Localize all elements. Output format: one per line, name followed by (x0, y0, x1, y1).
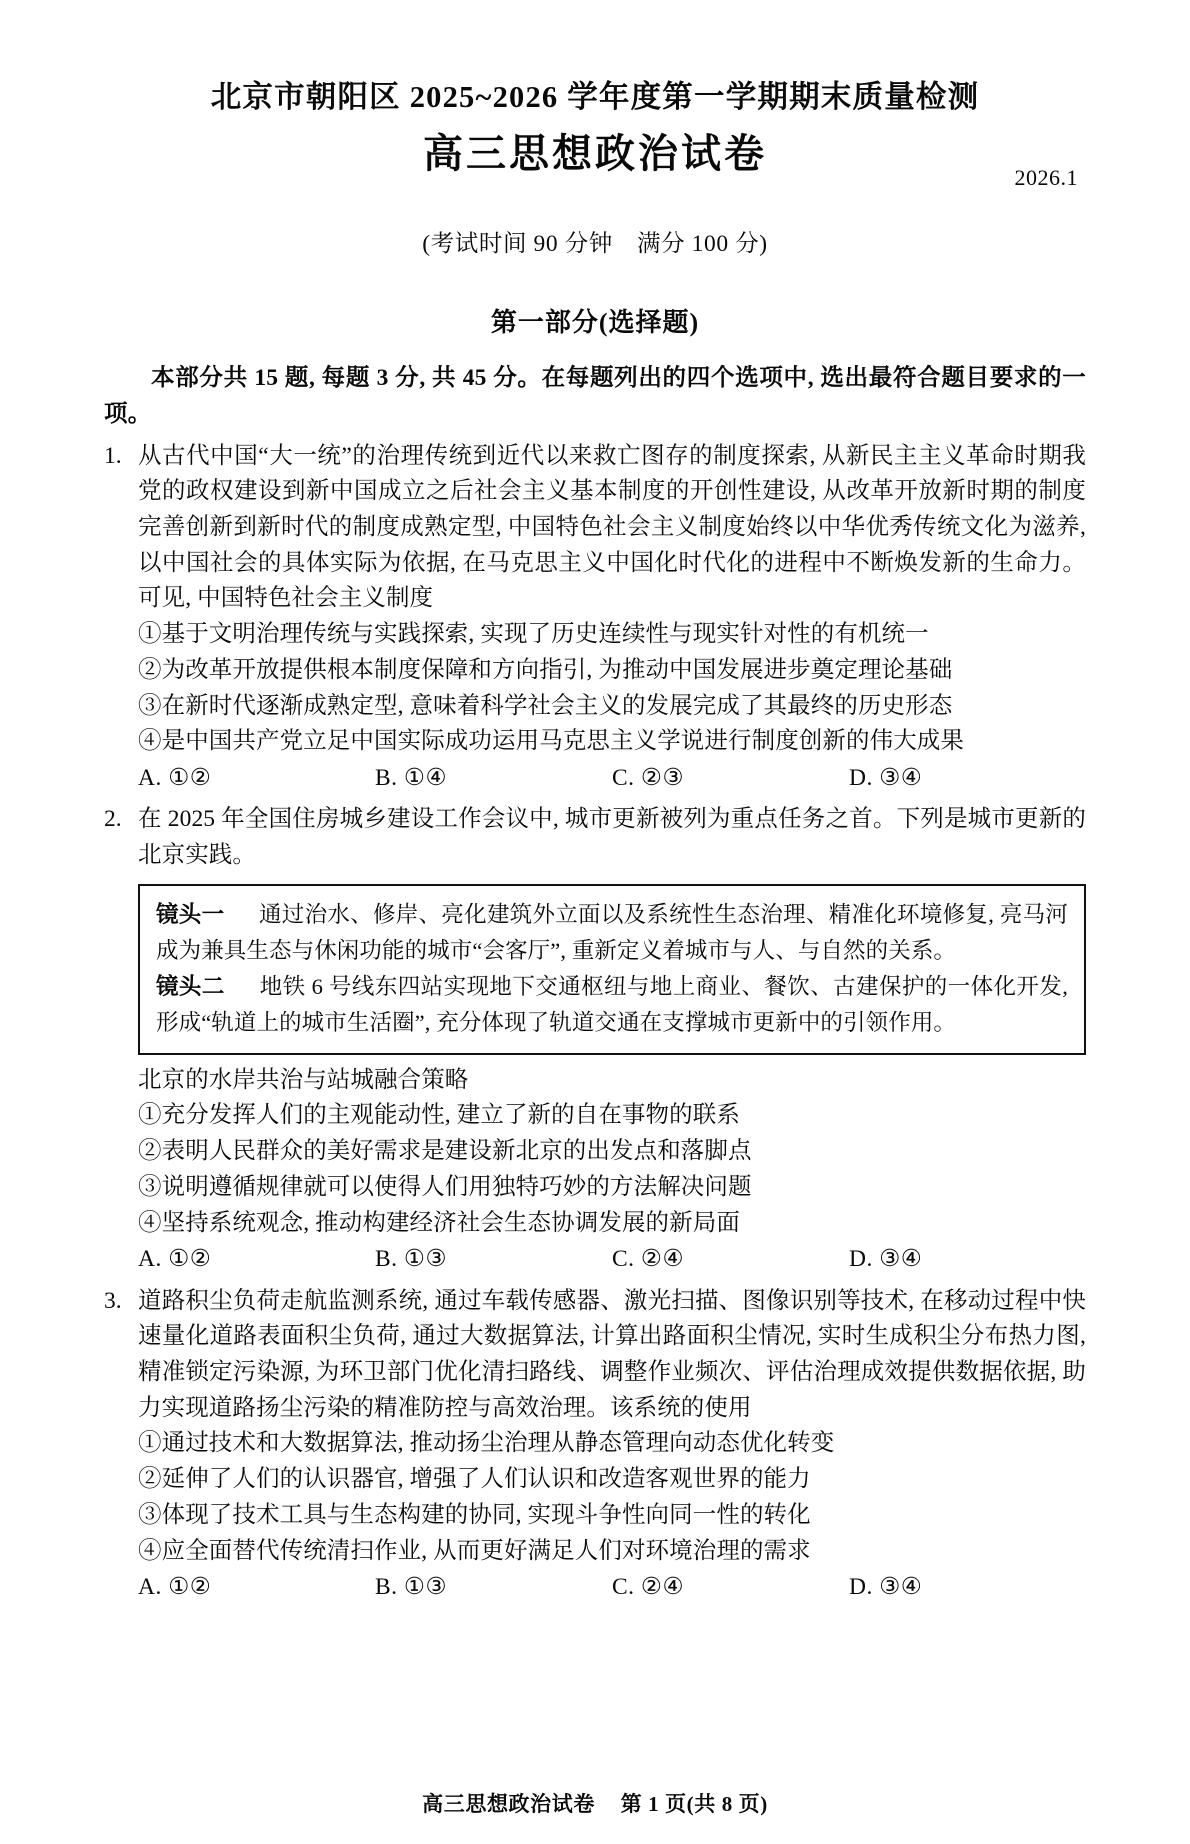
material-item-1 (156, 897, 1068, 969)
statement: ①基于文明治理传统与实践探索, 实现了历史连续性与现实针对性的有机统一 (138, 621, 929, 648)
choice-a[interactable]: A. ①② (138, 1574, 212, 1601)
question-2-body (138, 802, 1086, 1277)
footer-page-info: 第 1 页(共 8 页) (620, 1792, 768, 1816)
question-2 (104, 802, 1086, 1277)
question-2-choices (138, 1242, 1086, 1277)
statement: ③体现了技术工具与生态构建的协同, 实现斗争性向同一性的转化 (138, 1501, 811, 1528)
exam-date: 2026.1 (1014, 165, 1078, 191)
district-header: 北京市朝阳区 2025~2026 学年度第一学期期末质量检测 (210, 80, 980, 114)
statement: ③在新时代逐渐成熟定型, 意味着科学社会主义的发展完成了其最终的历史形态 (138, 692, 953, 719)
choice-a[interactable]: A. ①② (138, 1246, 212, 1273)
choice-a[interactable]: A. ①② (138, 765, 212, 792)
question-3 (104, 1284, 1086, 1606)
material-label: 镜头一 (156, 901, 225, 927)
material-text: 地铁 6 号线东四站实现地下交通枢纽与地上商业、餐饮、古建保护的一体化开发, 形成“轨道上的城市生活圈”, 充分体现了轨道交通在支撑城市更新中的引领作用。 (156, 973, 1068, 1035)
section-title-part-one: 第一部分(选择题) (490, 308, 700, 338)
material-spacer (230, 902, 253, 927)
question-2-statements (138, 1098, 1086, 1241)
statement: ④是中国共产党立足中国实际成功运用马克思主义学说进行制度创新的伟大成果 (138, 728, 964, 755)
material-label: 镜头二 (156, 973, 225, 999)
title-row (104, 130, 1086, 194)
question-3-body (138, 1284, 1086, 1606)
choice-d[interactable]: D. ③④ (849, 1574, 923, 1601)
question-1-stem: 从古代中国“大一统”的治理传统到近代以来救亡图存的制度探索, 从新民主主义革命时期我党的政权建设到新中国成立之后社会主义基本制度的开创性建设, 从改革开放新时期的制度完善创新到新时代的制度成熟定型, 中国特色社会主义制度始终以中华优秀传统文化为滋养, 以中国社会的具体实际为依据, 在马克思主义中国化时代化的进程中不断焕发新的生命力。可见, 中国特色社会主义制度 (138, 442, 1086, 612)
section-instructions: 本部分共 15 题, 每题 3 分, 共 45 分。在每题列出的四个选项中, 选出最符合题目要求的一项。 (104, 365, 1086, 427)
statement: ④应全面替代传统清扫作业, 从而更好满足人们对环境治理的需求 (138, 1537, 811, 1564)
statement: ②延伸了人们的认识器官, 增强了人们认识和改造客观世界的能力 (138, 1466, 811, 1493)
choice-d[interactable]: D. ③④ (849, 1246, 923, 1273)
exam-info: (考试时间 90 分钟 满分 100 分) (422, 231, 768, 258)
statement: ①充分发挥人们的主观能动性, 建立了新的自在事物的联系 (138, 1102, 740, 1129)
question-1-body (138, 439, 1086, 797)
question-2-lead: 北京的水岸共治与站城融合策略 (138, 1066, 469, 1093)
question-1-statements (138, 617, 1086, 760)
statement: ②为改革开放提供根本制度保障和方向指引, 为推动中国发展进步奠定理论基础 (138, 656, 953, 683)
question-3-number: 3. (104, 1287, 122, 1314)
question-1 (104, 439, 1086, 797)
page-title: 高三思想政治试卷 (423, 131, 767, 177)
question-2-material-box (138, 884, 1086, 1055)
statement: ②表明人民群众的美好需求是建设新北京的出发点和落脚点 (138, 1138, 752, 1165)
question-2-stem: 在 2025 年全国住房城乡建设工作会议中, 城市更新被列为重点任务之首。下列是城市更新的北京实践。 (138, 806, 1086, 868)
choice-c[interactable]: C. ②④ (612, 1574, 685, 1601)
question-1-choices (138, 761, 1086, 796)
statement: ④坚持系统观念, 推动构建经济社会生态协调发展的新局面 (138, 1209, 740, 1236)
question-2-number: 2. (104, 806, 122, 833)
question-3-statements (138, 1426, 1086, 1569)
choice-b[interactable]: B. ①④ (375, 765, 448, 792)
material-item-2 (156, 969, 1068, 1041)
material-text: 通过治水、修岸、亮化建筑外立面以及系统性生态治理、精准化环境修复, 亮马河成为兼具生态与休闲功能的城市“会客厅”, 重新定义着城市与人、与自然的关系。 (156, 901, 1069, 963)
choice-c[interactable]: C. ②③ (612, 765, 685, 792)
choice-c[interactable]: C. ②④ (612, 1246, 685, 1273)
statement: ①通过技术和大数据算法, 推动扬尘治理从静态管理向动态优化转变 (138, 1430, 835, 1457)
question-3-stem: 道路积尘负荷走航监测系统, 通过车载传感器、激光扫描、图像识别等技术, 在移动过程中快速量化道路表面积尘负荷, 通过大数据算法, 计算出路面积尘情况, 实时生成积尘分布热力图, 精准锁定污染源, 为环卫部门优化清扫路线、调整作业频次、评估治理成效提供数据依据, 助力实现道路扬尘污染的精准防控与高效治理。该系统的使用 (138, 1287, 1086, 1421)
question-3-choices (138, 1570, 1086, 1605)
question-1-number: 1. (104, 442, 122, 469)
statement: ③说明遵循规律就可以使得人们用独特巧妙的方法解决问题 (138, 1173, 752, 1200)
choice-b[interactable]: B. ①③ (375, 1246, 448, 1273)
choice-b[interactable]: B. ①③ (375, 1574, 448, 1601)
choice-d[interactable]: D. ③④ (849, 765, 923, 792)
material-spacer (231, 974, 254, 999)
footer-paper-name: 高三思想政治试卷 (422, 1792, 595, 1816)
page-footer (0, 1788, 1190, 1818)
